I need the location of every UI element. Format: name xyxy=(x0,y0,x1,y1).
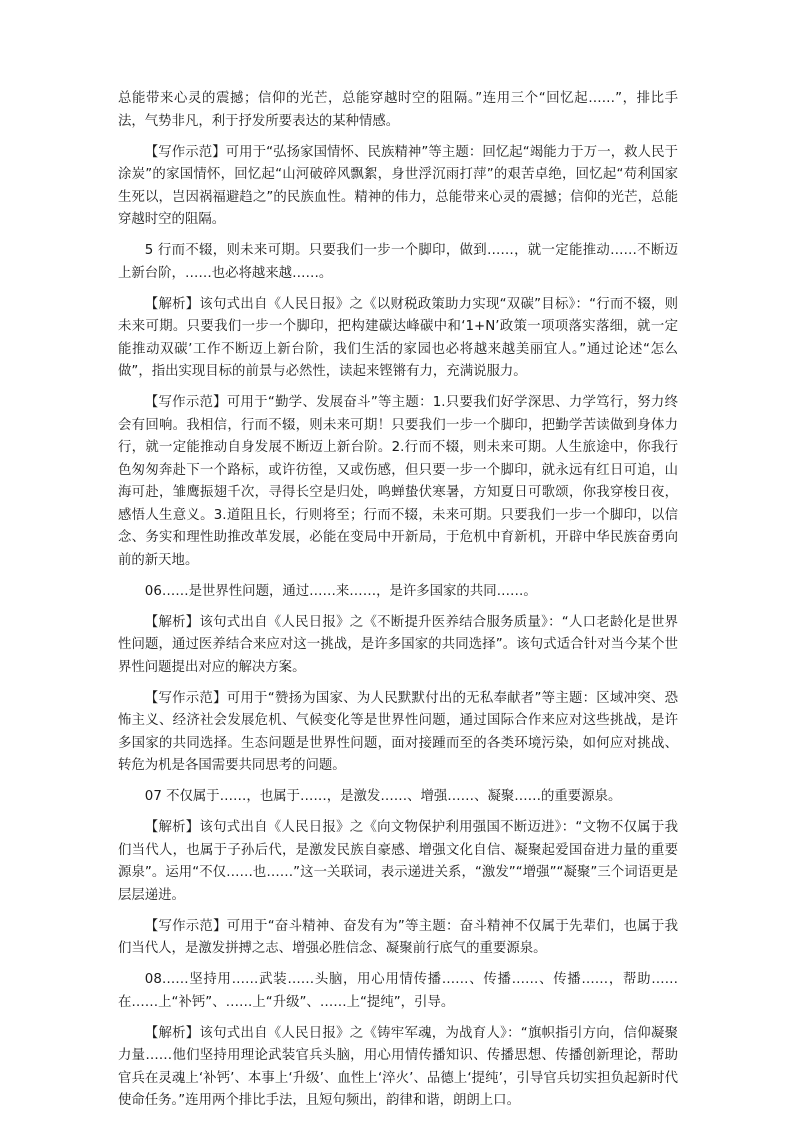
sentence-pattern-heading-07: 07 不仅属于……，也属于……，是激发……、增强……、凝聚……的重要源泉。 xyxy=(144,789,622,804)
paragraph-analysis: 【解析】该句式出自《人民日报》之《以财税政策助力实现“双碳”目标》：“行而不辍，则未来可期。只要我们一步一个脚印，把构建碳达峰碳中和‘1+N’政策一项项落实落细，就一定能推动双碳’工作不断迈上新台阶，我们生活的家园也必将越来越美丽宜人。”通过论述“怎么做”，指出实现目标的前景与必然性，读起来铿锵有力，充满说服力。 xyxy=(118,296,678,379)
paragraph-writing-example: 【写作示范】可用于“勤学、发展奋斗”等主题：1.只要我们好学深思、力学笃行，努力终会有回响。我相信，行而不辍，则未来可期！只要我们一步一个脚印，把勤学苦读做到身体力行，就一定能推动自身发展不断迈上新台阶。2.行而不辍，则未来可期。人生旅途中，你我行色匆匆奔赴下一个路标，或许彷徨，又或伤感，但只要一步一个脚印，就永远有红日可追，山海可赴，雏鹰振翅千次，寻得长空是归处，鸣蝉蛰伏寒暑，方知夏日可歌颂，你我穿梭日夜，感悟人生意义。3.道阻且长，行则将至；行而不辍，未来可期。只要我们一步一个脚印，以信念、务实和理性助推改革发展，必能在变局中开新局，于危机中育新机，开辟中华民族奋勇向前的新天地。 xyxy=(118,395,678,568)
sentence-pattern-heading-08: 08……坚持用……武装……头脑，用心用情传播……、传播……、传播……，帮助……在……上“补钙”、……上“升级”、……上“提纯”，引导。 xyxy=(118,972,678,1010)
paragraph-continuation: 总能带来心灵的震撼；信仰的光芒，总能穿越时空的阻隔。”连用三个“回忆起……”，排比手法，气势非凡，利于抒发所要表达的某种情感。 xyxy=(118,91,678,129)
paragraph-writing-example: 【写作示范】可用于“弘扬家国情怀、民族精神”等主题：回忆起“竭能力于万一，救人民于涂炭”的家国情怀，回忆起“山河破碎风飘絮，身世浮沉雨打萍”的艰苦卓绝，回忆起“苟利国家生死以，岂因祸福避趋之”的民族血性。精神的伟力，总能带来心灵的震撼；信仰的光芒，总能穿越时空的阻隔。 xyxy=(118,144,678,227)
sentence-pattern-heading-06: 06……是世界性问题，通过……来……，是许多国家的共同……。 xyxy=(144,583,537,599)
paragraph-writing-example: 【写作示范】可用于“奋斗精神、奋发有为”等主题：奋斗精神不仅属于先辈们，也属于我们当代人，是激发拼搏之志、增强必胜信念、凝聚前行底气的重要源泉。 xyxy=(118,918,678,956)
paragraph-analysis: 【解析】该句式出自《人民日报》之《向文物保护利用强国不断迈进》：“文物不仅属于我们当代人，也属于子孙后代，是激发民族自豪感、增强文化自信、凝聚起爱国奋进力量的重要源泉”。运用“不仅……也……”这一关联词，表示递进关系，“激发”“增强”“凝聚”三个词语更是层层递进。 xyxy=(118,820,678,903)
paragraph-analysis: 【解析】该句式出自《人民日报》之《不断提升医养结合服务质量》：“人口老龄化是世界性问题，通过医养结合来应对这一挑战，是许多国家的共同选择”。该句式适合针对当今某个世界性问题提出对应的解决方案。 xyxy=(118,614,678,675)
paragraph-analysis: 【解析】该句式出自《人民日报》之《铸牢军魂，为战育人》：“旗帜指引方向，信仰凝聚力量……他们坚持用理论武装官兵头脑，用心用情传播知识、传播思想、传播创新理论，帮助官兵在灵魂上‘补钙’、本事上‘升级’、血性上‘淬火’、品德上‘提纯’，引导官兵切实担负起新时代使命任务。”连用两个排比手法，且短句频出，韵律和谐，朗朗上口。 xyxy=(118,1025,678,1108)
sentence-pattern-heading-5: 5 行而不辍，则未来可期。只要我们一步一个脚印，做到……，就一定能推动……不断迈上新台阶，……也必将越来越……。 xyxy=(118,243,678,281)
document-page xyxy=(118,88,678,1121)
paragraph-writing-example: 【写作示范】可用于“赞扬为国家、为人民默默付出的无私奉献者”等主题：区域冲突、恐怖主义、经济社会发展危机、气候变化等是世界性问题，通过国际合作来应对这些挑战，是许多国家的共同选择。生态问题是世界性问题，面对接踵而至的各类环境污染，如何应对挑战、转危为机是各国需要共同思考的问题。 xyxy=(118,690,678,773)
